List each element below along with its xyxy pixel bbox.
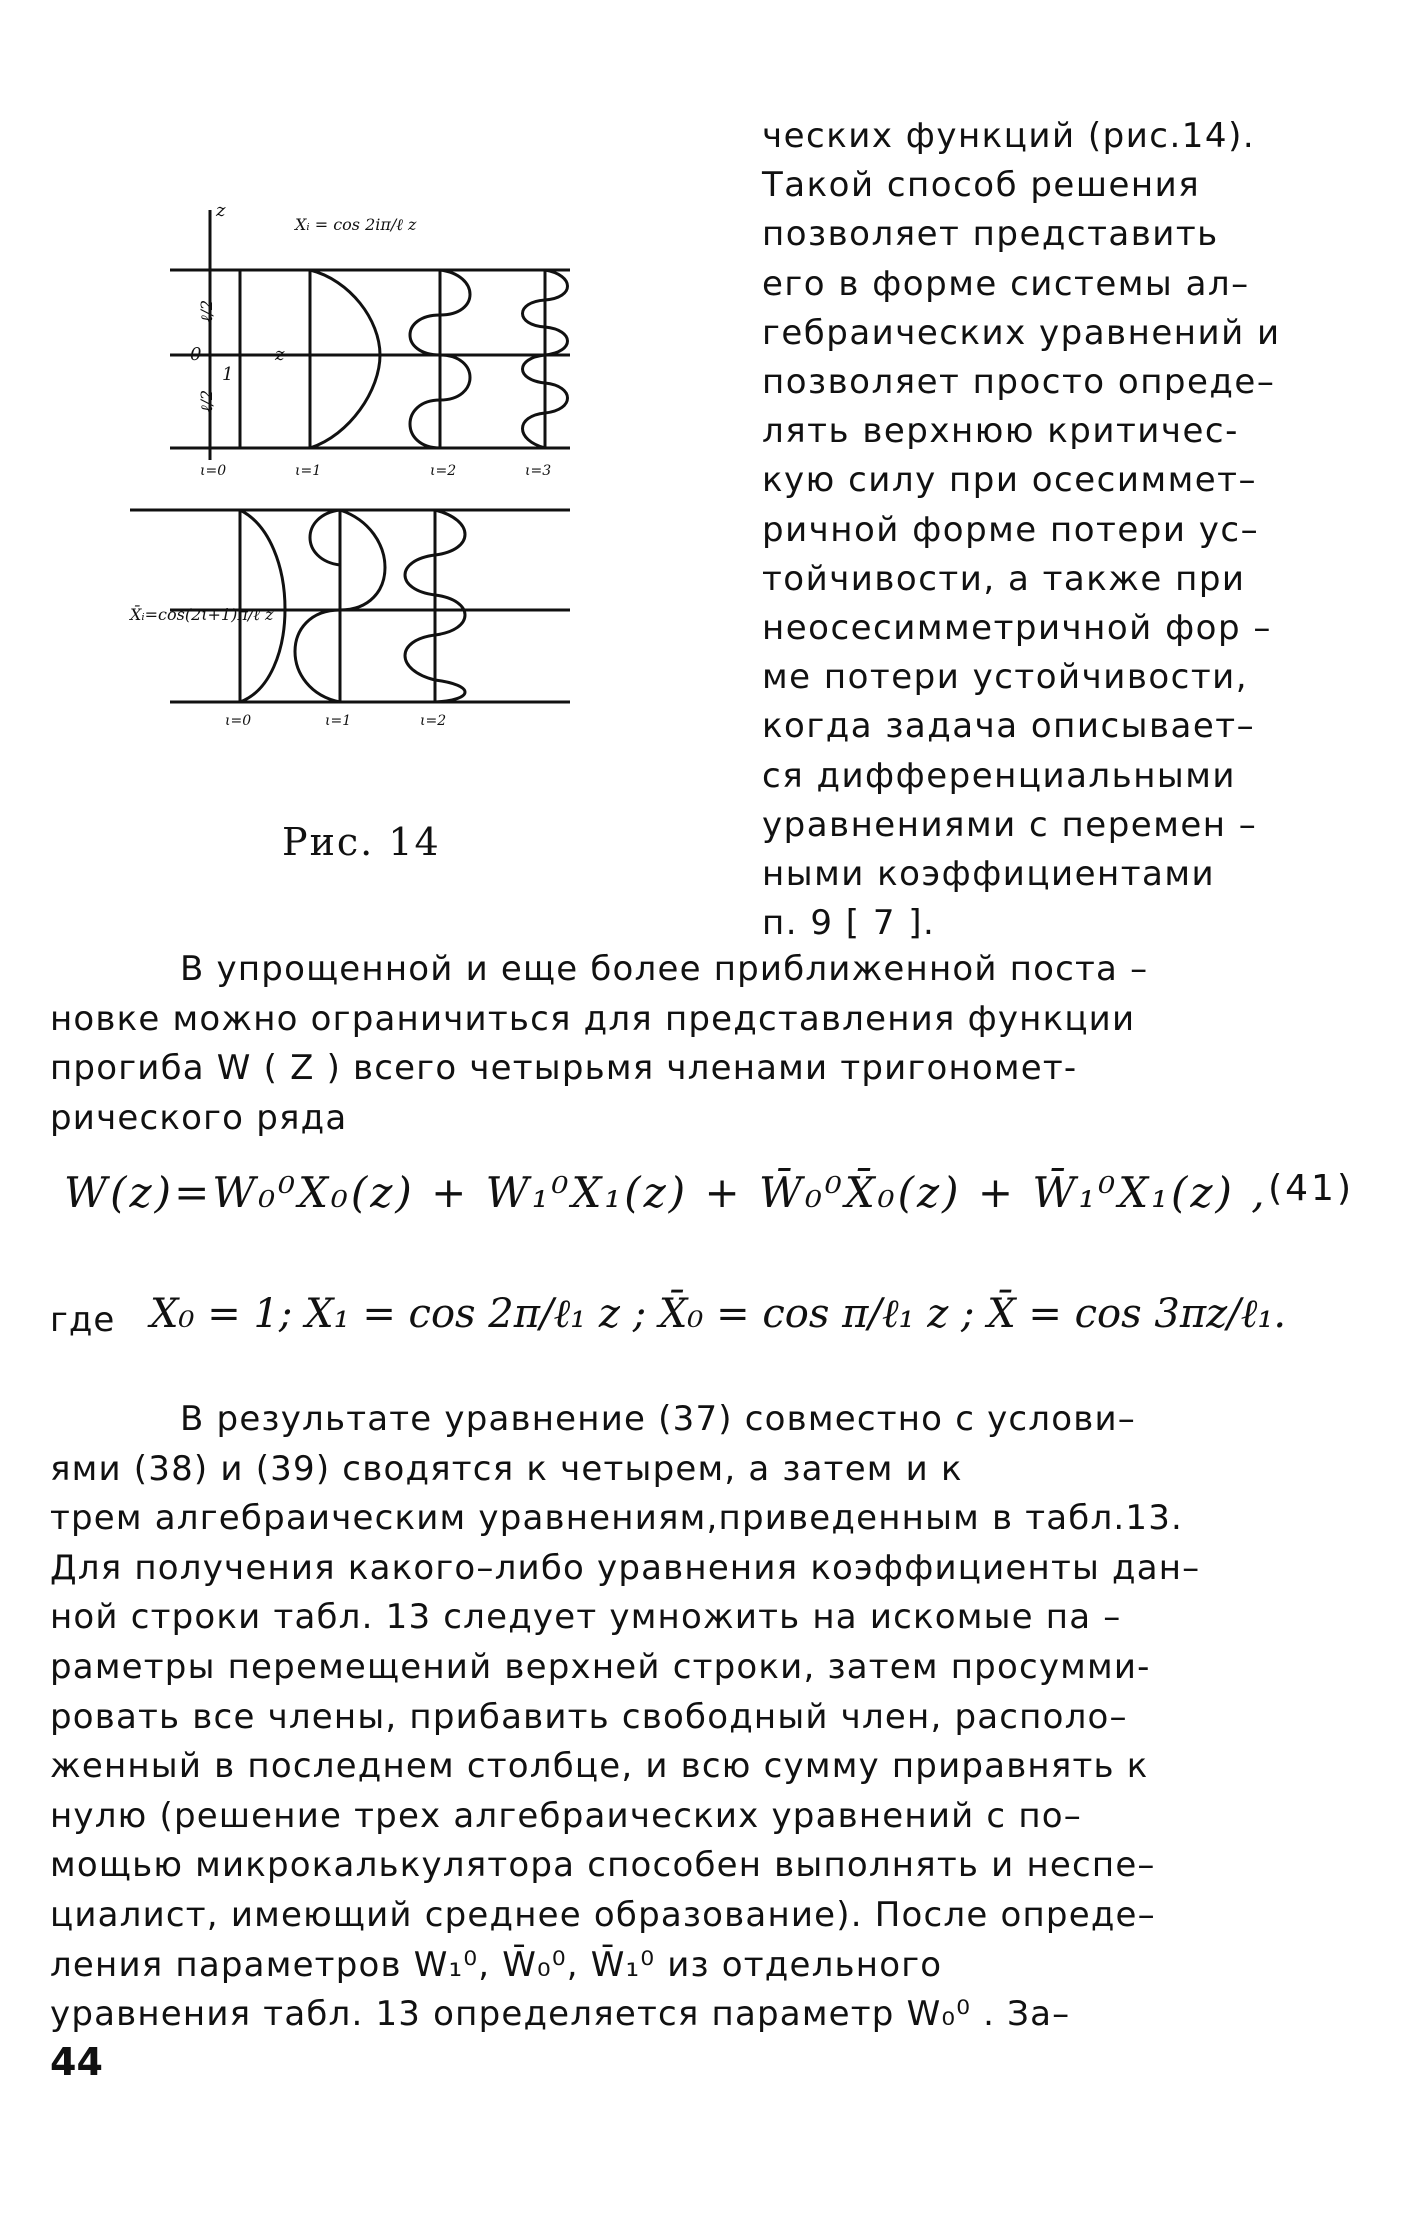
text-line: уравнения табл. 13 определяется параметр W₀⁰ . За– [50,1994,1071,2035]
text-line: новке можно ограничиться для представления функции [50,998,1136,1039]
text-line: ления параметров W₁⁰, W̄₀⁰, W̄₁⁰ из отдельного [50,1944,943,1985]
text-line: В результате уравнение (37) совместно с услови– [180,1399,1136,1439]
top-mode-2: ι=2 [430,463,457,479]
text-line: трем алгебраическим уравнениям,приведенным в табл.13. [50,1498,1184,1539]
half-label-2: ℓ/2 [197,389,216,412]
bottom-mode-0: ι=0 [225,713,252,729]
formula-number: (41) [1268,1168,1354,1209]
text-line: Такой способ решения [762,165,1201,206]
text-line: п. 9 [ 7 ]. [762,903,936,944]
top-mode-0: ι=0 [200,463,227,479]
text-line: ся дифференциальными [762,755,1237,796]
text-line: раметры перемещений верхней строки, затем просумми- [50,1646,1151,1687]
top-mode-3: ι=3 [525,463,552,479]
text-line: кую силу при осесиммет– [762,460,1257,501]
text-line: неосесимметричной фор – [762,608,1272,649]
text-line: В упрощенной и еще более приближенной поста – [180,949,1149,989]
where-clause [50,1270,1360,1380]
text-line: когда задача описывает– [762,706,1256,747]
figure-caption: Рис. 14 [282,820,441,864]
text-line: ями (38) и (39) сводятся к четырем, а затем и к [50,1448,963,1489]
text-line: ричной форме потери ус– [762,509,1260,550]
text-line: мощью микрокалькулятора способен выполнять и неспе– [50,1845,1156,1886]
text-line: лять верхнюю критичес- [762,411,1239,452]
top-formula: Xᵢ = cos 2iπ/ℓ z [295,215,417,234]
text-line: нулю (решение трех алгебраических уравнений с по– [50,1795,1082,1836]
text-line: позволяет просто опреде– [762,362,1276,403]
bottom-formula: X̄ᵢ=cos(2ι+1)π/ℓ z [130,605,274,624]
text-line: тойчивости, а также при [762,558,1246,599]
text-line: позволяет представить [762,214,1219,255]
bottom-mode-1: ι=1 [325,713,352,729]
text-line: прогиба W ( Z ) всего четырьмя членами тригономет- [50,1048,1078,1089]
text-line: рического ряда [50,1097,348,1138]
text-line: ровать все члены, прибавить свободный член, располо– [50,1696,1128,1737]
text-line: его в форме системы ал– [762,263,1250,304]
text-line: циалист, имеющий среднее образование). После опреде– [50,1894,1156,1935]
formula-41 [64,1168,1354,1228]
text-line: ными коэффициентами [762,854,1216,895]
text-line: ной строки табл. 13 следует умножить на искомые па – [50,1597,1122,1638]
zero-label: 0 [190,344,202,365]
text-line: ме потери устойчивости, [762,657,1249,698]
where-math: X₀ = 1; X₁ = cos 2π/ℓ₁ z ; X̄₀ = cos π/ℓ₁ z ; X̄ = cos 3πz/ℓ₁. [150,1291,1287,1337]
top-mode-1: ι=1 [295,463,322,479]
figure-14 [130,180,710,770]
one-label: 1 [222,364,234,385]
text-line: Для получения какого–либо уравнения коэффициенты дан– [50,1547,1201,1588]
bottom-mode-2: ι=2 [420,713,447,729]
where-label: где [50,1300,116,1340]
text-line: гебраических уравнений и [762,312,1281,353]
z-label: z [275,344,285,365]
half-label-1: ℓ/2 [197,299,216,322]
z-axis-label: z [216,200,226,221]
mode-shapes-diagram [130,180,710,770]
right-column-text [762,112,1352,948]
page-number: 44 [50,2040,103,2084]
paragraph-2 [50,1395,1360,2040]
paragraph-1 [50,945,1360,1143]
text-line: ческих функций (рис.14). [762,116,1256,156]
text-line: уравнениями с перемен – [762,804,1258,845]
formula-text: W(z)=W₀⁰X₀(z) + W₁⁰X₁(z) + W̄₀⁰X̄₀(z) + W̄₁⁰X₁(z) , [64,1168,1268,1217]
text-line: женный в последнем столбце, и всю сумму приравнять к [50,1746,1149,1787]
